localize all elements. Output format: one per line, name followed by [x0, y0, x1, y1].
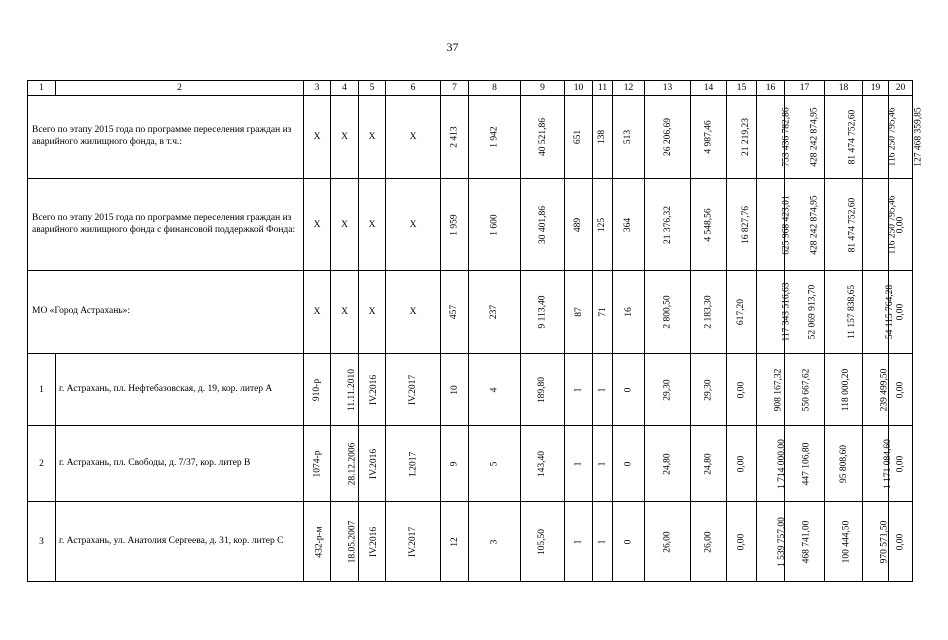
column-header: 18 [825, 81, 863, 96]
table-cell [331, 96, 359, 179]
cell-value: 12 [449, 536, 460, 547]
cell-value: 617,20 [736, 298, 747, 326]
table-cell [304, 354, 331, 426]
table-cell [727, 179, 757, 271]
cell-value: 40 521,86 [537, 118, 548, 156]
cell-value: X [313, 219, 321, 230]
table-cell [565, 271, 593, 354]
table-cell [441, 426, 469, 502]
cell-value: X [313, 307, 321, 317]
table-cell [593, 354, 613, 426]
table-cell [785, 426, 825, 502]
cell-value: 1 942 [489, 126, 500, 148]
cell-value: IV.2017 [408, 374, 418, 405]
table-cell [441, 271, 469, 354]
table-cell [304, 502, 331, 582]
cell-value: 970 571,50 [879, 520, 890, 563]
column-header: 5 [359, 81, 386, 96]
table-cell [441, 179, 469, 271]
table-cell [469, 96, 521, 179]
table-cell [825, 96, 863, 179]
cell-value: 189,80 [537, 376, 548, 403]
table-cell [386, 354, 441, 426]
table-cell [469, 271, 521, 354]
table-cell [593, 426, 613, 502]
cell-value: 116 250 795,46 [887, 194, 898, 255]
cell-value: 513 [623, 129, 634, 145]
table-cell [359, 96, 386, 179]
cell-value: 432-р-м [314, 525, 325, 558]
table-cell [727, 502, 757, 582]
cell-value: 138 [597, 129, 608, 145]
cell-value: X [368, 132, 376, 142]
column-header: 3 [304, 81, 331, 96]
cell-value: 468 741,00 [801, 520, 812, 563]
cell-value: 0,00 [736, 533, 747, 550]
table-cell [691, 354, 727, 426]
row-number: 1 [28, 354, 56, 426]
cell-value: 550 667,62 [801, 368, 812, 411]
cell-value: 0,00 [895, 455, 906, 472]
column-header: 15 [727, 81, 757, 96]
table-cell [331, 502, 359, 582]
cell-value: 5 [489, 461, 500, 466]
table-cell [691, 502, 727, 582]
cell-value: 457 [449, 304, 460, 320]
table-cell [645, 179, 691, 271]
table-cell [613, 354, 645, 426]
table-cell [613, 96, 645, 179]
table-cell [889, 354, 913, 426]
cell-value: 428 242 874,95 [809, 194, 820, 255]
table-cell [757, 96, 792, 179]
cell-value: 908 167,32 [773, 368, 784, 411]
cell-value: 127 468 359,85 [913, 107, 924, 167]
table-cell [565, 426, 593, 502]
cell-value: 753 436 782,86 [781, 107, 792, 167]
table-cell [613, 426, 645, 502]
cell-value: 125 [597, 217, 608, 232]
table-cell [386, 502, 441, 582]
cell-value: 28.12.2006 [347, 442, 358, 485]
cell-value: 105,50 [537, 528, 548, 555]
table-cell [863, 354, 889, 426]
row-number: 2 [28, 426, 56, 502]
cell-value: X [368, 219, 376, 230]
table-cell [593, 179, 613, 271]
table-cell [645, 96, 691, 179]
table-cell [727, 426, 757, 502]
cell-value: 237 [489, 304, 500, 320]
column-header: 7 [441, 81, 469, 96]
cell-value: 0,00 [895, 381, 906, 398]
table-cell [469, 426, 521, 502]
cell-value: 428 242 874,95 [809, 107, 820, 167]
table-cell [359, 502, 386, 582]
table-cell [441, 354, 469, 426]
table-cell [469, 502, 521, 582]
table-cell [691, 96, 727, 179]
cell-value: 1 539 757,00 [776, 516, 787, 567]
row-label: Всего по этапу 2015 года по программе переселения граждан из аварийного жилищного фонда, в т.ч.: [28, 96, 304, 179]
table-cell [304, 179, 331, 271]
cell-value: 1 714 000,00 [776, 438, 787, 489]
table-cell [889, 502, 913, 582]
cell-value: 95 808,60 [839, 444, 849, 483]
cell-value: 118 000,20 [841, 368, 852, 411]
cell-value: X [409, 219, 417, 230]
column-header: 6 [386, 81, 441, 96]
cell-value: 16 [623, 307, 634, 317]
table-cell [691, 271, 727, 354]
cell-value: 117 343 516,63 [781, 282, 792, 342]
cell-value: 11 157 838,65 [847, 284, 858, 340]
cell-value: X [409, 132, 417, 142]
cell-value: 1074-р [312, 450, 323, 477]
cell-value: 11.11.2010 [347, 368, 358, 411]
cell-value: 4 [489, 387, 500, 392]
cell-value: 2 800,50 [662, 295, 673, 329]
table-cell [359, 271, 386, 354]
table-cell [645, 502, 691, 582]
cell-value: 0 [623, 461, 634, 466]
cell-value: 24,80 [662, 452, 673, 475]
table-cell [359, 354, 386, 426]
cell-value: 489 [573, 217, 584, 232]
table-cell [613, 502, 645, 582]
cell-value: 1 [573, 539, 584, 544]
table-cell [863, 502, 889, 582]
table-cell [304, 271, 331, 354]
table-cell [386, 426, 441, 502]
cell-value: 100 444,50 [841, 520, 852, 563]
table-cell [565, 502, 593, 582]
cell-value: 2 183,30 [703, 295, 714, 329]
table-cell [863, 271, 896, 354]
cell-value: 16 827,76 [741, 205, 751, 244]
table-cell [727, 271, 757, 354]
table-row [28, 426, 913, 502]
page-number: 37 [446, 40, 459, 54]
table-cell [691, 426, 727, 502]
table-cell [757, 179, 792, 271]
column-header: 8 [469, 81, 521, 96]
cell-value: 10 [449, 384, 460, 395]
cell-value: 1 [597, 461, 608, 466]
cell-value: X [409, 307, 417, 317]
table-cell [331, 426, 359, 502]
column-header: 10 [565, 81, 593, 96]
table-cell [825, 502, 863, 582]
cell-value: 29,30 [662, 378, 673, 401]
cell-value: 0 [623, 539, 634, 544]
table-cell [785, 354, 825, 426]
cell-value: IV.2016 [369, 448, 380, 479]
column-header: 11 [593, 81, 613, 96]
resettlement-table [27, 80, 924, 582]
table-cell [825, 354, 863, 426]
table-row [28, 271, 913, 354]
cell-value: 21 219,23 [741, 118, 751, 156]
table-cell [863, 96, 898, 179]
cell-value: 0,00 [895, 533, 906, 550]
row-label: МО «Город Астрахань»: [28, 271, 304, 354]
cell-value: 26,00 [662, 530, 673, 553]
table-cell [863, 426, 893, 502]
table-cell [613, 271, 645, 354]
table-cell [825, 271, 863, 354]
cell-value: 1 [573, 461, 584, 466]
table-cell [386, 271, 441, 354]
table-cell [645, 354, 691, 426]
table-cell [331, 354, 359, 426]
table-cell [331, 271, 359, 354]
table-cell [757, 354, 785, 426]
cell-value: 447 106,80 [801, 442, 812, 485]
cell-value: 2 413 [449, 126, 460, 148]
cell-value: 87 [573, 307, 584, 317]
table-cell [386, 179, 441, 271]
cell-value: 71 [597, 307, 608, 317]
table-cell [825, 426, 863, 502]
cell-value: 1 600 [489, 213, 500, 236]
cell-value: 3 [489, 539, 500, 544]
cell-value: 1 [597, 539, 608, 544]
cell-value: IV.2017 [408, 526, 418, 557]
cell-value: 1 [597, 387, 608, 392]
table-cell [565, 179, 593, 271]
cell-value: 4 548,56 [703, 207, 714, 242]
cell-value: X [313, 132, 321, 142]
table-cell [359, 426, 386, 502]
column-header: 19 [863, 81, 889, 96]
row-label: Всего по этапу 2015 года по программе переселения граждан из аварийного жилищного фонда с финансовой поддержкой Фонда: [28, 179, 304, 271]
table-row [28, 96, 913, 179]
column-header: 1 [28, 81, 56, 96]
table-cell [593, 502, 613, 582]
column-header: 2 [56, 81, 304, 96]
cell-value: 0,00 [736, 381, 747, 398]
column-header: 4 [331, 81, 359, 96]
cell-value: X [368, 307, 376, 317]
table-cell [757, 426, 785, 502]
cell-value: 364 [623, 217, 634, 232]
column-header: 14 [691, 81, 727, 96]
table-cell [521, 354, 565, 426]
table-cell [785, 502, 825, 582]
cell-value: 29,30 [703, 378, 714, 401]
table-cell [521, 96, 565, 179]
cell-value: 1 [573, 387, 584, 392]
table-cell [304, 426, 331, 502]
cell-value: 0,00 [736, 455, 747, 472]
table-cell [645, 426, 691, 502]
cell-value: 24,80 [703, 452, 714, 475]
cell-value: 143,40 [537, 450, 548, 477]
table-cell [521, 426, 565, 502]
cell-value: 0,00 [895, 303, 906, 321]
cell-value: X [341, 307, 348, 317]
column-header: 16 [757, 81, 785, 96]
table-cell [727, 96, 757, 179]
cell-value: 81 474 752,60 [847, 197, 858, 252]
cell-value: 0 [623, 387, 634, 392]
column-header: 20 [889, 81, 913, 96]
table-cell [863, 179, 898, 271]
column-header: 17 [785, 81, 825, 96]
table-row [28, 502, 913, 582]
cell-value: 26 206,69 [662, 118, 673, 156]
table-cell [331, 179, 359, 271]
table-row [28, 179, 913, 271]
cell-value: 30 401,86 [537, 205, 548, 244]
table-cell [565, 96, 593, 179]
column-header: 9 [521, 81, 565, 96]
cell-value: 52 069 913,70 [807, 284, 818, 340]
table-cell [757, 271, 792, 354]
table-cell [757, 502, 785, 582]
table-cell [469, 354, 521, 426]
column-header: 12 [613, 81, 645, 96]
column-header-row [28, 81, 913, 96]
cell-value: 18.05.2007 [347, 520, 358, 563]
cell-value: 0,00 [895, 216, 906, 233]
table-cell [613, 179, 645, 271]
cell-value: 9 [449, 461, 460, 466]
cell-value: IV.2016 [369, 526, 380, 557]
cell-value: IV.2016 [369, 374, 380, 405]
cell-value: 625 968 423,01 [781, 194, 792, 255]
cell-value: 1 171 084,60 [882, 438, 893, 489]
row-address: г. Астрахань, пл. Нефтебазовская, д. 19, кор. литер А [56, 354, 304, 426]
cell-value: 239 499,50 [879, 368, 890, 411]
row-number: 3 [28, 502, 56, 582]
cell-value: 116 250 795,46 [887, 107, 898, 167]
table-cell [691, 179, 727, 271]
cell-value: 651 [573, 129, 584, 145]
table-row [28, 354, 913, 426]
table-cell [386, 96, 441, 179]
table-cell [521, 179, 565, 271]
row-address: г. Астрахань, пл. Свободы, д. 7/37, кор. литер В [56, 426, 304, 502]
table-cell [593, 96, 613, 179]
table-cell [441, 502, 469, 582]
table-cell [565, 354, 593, 426]
cell-value: 81 474 752,60 [847, 109, 858, 165]
cell-value: 9 113,40 [537, 295, 548, 329]
cell-value: X [341, 132, 348, 142]
table-cell [593, 271, 613, 354]
cell-value: 26,00 [703, 530, 714, 553]
cell-value: 21 376,32 [662, 205, 673, 244]
column-header: 13 [645, 81, 691, 96]
table-cell [469, 179, 521, 271]
cell-value: 54 115 764,28 [885, 284, 896, 340]
table-cell [727, 354, 757, 426]
row-address: г. Астрахань, ул. Анатолия Сергеева, д. 31, кор. литер С [56, 502, 304, 582]
table-cell [521, 271, 565, 354]
cell-value: 910-р [311, 378, 322, 401]
table-cell [441, 96, 469, 179]
table-cell [359, 179, 386, 271]
table-cell [304, 96, 331, 179]
cell-value: X [341, 219, 348, 230]
table-cell [521, 502, 565, 582]
cell-value: 4 987,46 [703, 120, 714, 154]
cell-value: I.2017 [407, 451, 418, 476]
cell-value: 1 959 [449, 213, 460, 236]
table-cell [825, 179, 863, 271]
table-cell [645, 271, 691, 354]
